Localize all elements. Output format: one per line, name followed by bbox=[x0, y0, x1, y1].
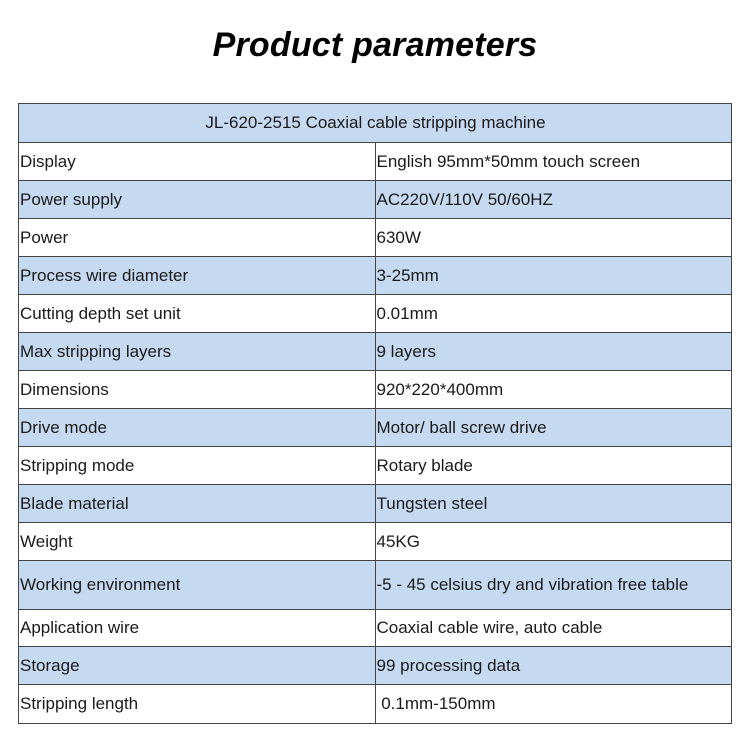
row-value: 45KG bbox=[375, 523, 732, 561]
table-row bbox=[19, 219, 732, 257]
page-title: Product parameters bbox=[212, 26, 538, 64]
row-value: Coaxial cable wire, auto cable bbox=[375, 610, 732, 647]
table-row bbox=[19, 561, 732, 610]
row-value: 99 processing data bbox=[375, 647, 732, 685]
table-header: JL-620-2515 Coaxial cable stripping machine bbox=[19, 104, 732, 143]
row-label: Working environment bbox=[19, 561, 376, 610]
row-value: Motor/ ball screw drive bbox=[375, 409, 732, 447]
row-value: 0.01mm bbox=[375, 295, 732, 333]
row-value: 630W bbox=[375, 219, 732, 257]
row-value: 920*220*400mm bbox=[375, 371, 732, 409]
table-row bbox=[19, 333, 732, 371]
row-value: 0.1mm-150mm bbox=[375, 685, 732, 724]
table-row bbox=[19, 257, 732, 295]
row-value: English 95mm*50mm touch screen bbox=[375, 143, 732, 181]
table-row bbox=[19, 485, 732, 523]
row-value: AC220V/110V 50/60HZ bbox=[375, 181, 732, 219]
row-label: Process wire diameter bbox=[19, 257, 376, 295]
row-label: Power supply bbox=[19, 181, 376, 219]
row-label: Stripping mode bbox=[19, 447, 376, 485]
row-label: Blade material bbox=[19, 485, 376, 523]
table-row bbox=[19, 523, 732, 561]
table-row bbox=[19, 181, 732, 219]
row-label: Dimensions bbox=[19, 371, 376, 409]
table-row bbox=[19, 447, 732, 485]
row-label: Cutting depth set unit bbox=[19, 295, 376, 333]
table-row bbox=[19, 610, 732, 647]
row-label: Weight bbox=[19, 523, 376, 561]
row-label: Power bbox=[19, 219, 376, 257]
row-label: Max stripping layers bbox=[19, 333, 376, 371]
row-label: Stripping length bbox=[19, 685, 376, 724]
table-row bbox=[19, 295, 732, 333]
table-header-row bbox=[19, 104, 732, 143]
row-label: Application wire bbox=[19, 610, 376, 647]
row-value: 9 layers bbox=[375, 333, 732, 371]
table-row bbox=[19, 685, 732, 724]
table-row bbox=[19, 143, 732, 181]
row-label: Storage bbox=[19, 647, 376, 685]
row-label: Drive mode bbox=[19, 409, 376, 447]
table-row bbox=[19, 647, 732, 685]
row-value: Tungsten steel bbox=[375, 485, 732, 523]
row-value: 3-25mm bbox=[375, 257, 732, 295]
parameters-table bbox=[18, 103, 732, 724]
table-row bbox=[19, 371, 732, 409]
row-value: -5 - 45 celsius dry and vibration free table bbox=[375, 561, 732, 610]
row-value: Rotary blade bbox=[375, 447, 732, 485]
table-row bbox=[19, 409, 732, 447]
row-label: Display bbox=[19, 143, 376, 181]
